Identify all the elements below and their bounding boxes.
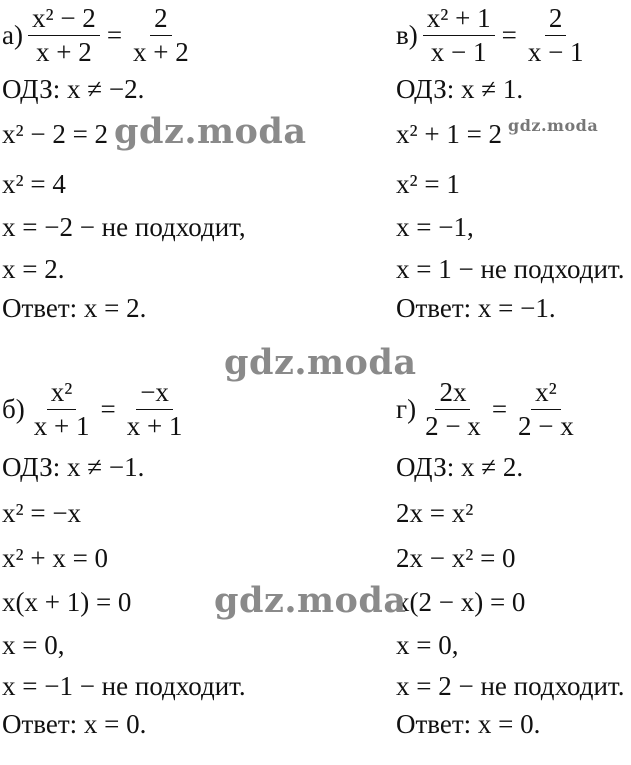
solution-line: x² = −x <box>2 498 82 528</box>
equals-sign: = <box>501 19 517 50</box>
numerator: x² − 2 <box>28 4 100 36</box>
solution-line: x = −1 − не подходит. <box>2 671 246 701</box>
solution-line: x² = 4 <box>2 169 66 199</box>
problem-v <box>396 0 631 330</box>
numerator: 2 <box>150 4 172 36</box>
watermark: gdz.moda <box>114 111 307 152</box>
numerator: x² <box>531 378 561 410</box>
fraction-left <box>28 4 100 67</box>
fraction-right <box>123 378 187 441</box>
solution-line: 2x = x² <box>396 498 474 528</box>
watermark: gdz.moda <box>214 580 407 621</box>
equals-sign: = <box>491 393 508 424</box>
solution-line: Ответ: x = 0. <box>2 709 147 739</box>
problem-label: г) <box>396 393 417 424</box>
equation-a <box>2 4 196 67</box>
equals-sign: = <box>100 393 116 424</box>
solution-line: Ответ: x = −1. <box>396 293 556 323</box>
numerator: 2 <box>545 4 567 36</box>
equation-v <box>396 4 591 67</box>
solution-line: ОДЗ: x ≠ −2. <box>2 74 145 104</box>
solution-line: x² = 1 <box>396 169 460 199</box>
solution-line: x = −1, <box>396 212 474 242</box>
equals-sign: = <box>106 19 123 50</box>
solution-line: x² + x = 0 <box>2 543 109 573</box>
solution-line: x = 2. <box>2 254 65 284</box>
solution-line: ОДЗ: x ≠ −1. <box>2 452 145 482</box>
solution-line: x = 2 − не подходит. <box>396 671 625 701</box>
denominator: x − 1 <box>527 37 584 68</box>
fraction-left <box>423 4 495 67</box>
fraction-left <box>421 378 485 441</box>
solution-line: x² − 2 = 2 <box>2 119 109 149</box>
numerator: −x <box>136 378 173 410</box>
problem-g <box>396 378 631 763</box>
denominator: 2 − x <box>425 411 481 442</box>
watermark: gdz.moda <box>508 116 599 135</box>
problem-a <box>2 0 302 330</box>
equation-b <box>2 378 189 441</box>
problem-label: б) <box>2 393 25 424</box>
solution-line: ОДЗ: x ≠ 2. <box>396 452 524 482</box>
denominator: x + 1 <box>126 411 183 442</box>
fraction-right <box>524 4 588 67</box>
equation-g <box>396 378 581 441</box>
denominator: 2 − x <box>518 411 574 442</box>
denominator: x + 2 <box>133 37 189 68</box>
solution-line: x = 0, <box>396 630 459 660</box>
watermark: gdz.moda <box>224 342 417 383</box>
solution-line: Ответ: x = 0. <box>396 709 541 739</box>
fraction-left <box>30 378 94 441</box>
solution-line: x = 1 − не подходит. <box>396 254 625 284</box>
solution-line: x² + 1 = 2 <box>396 119 503 149</box>
problem-label: а) <box>2 19 23 50</box>
denominator: x + 1 <box>33 411 90 442</box>
solution-line: Ответ: x = 2. <box>2 293 147 323</box>
denominator: x − 1 <box>430 37 487 68</box>
numerator: x² <box>47 378 77 410</box>
solution-line: x(2 − x) = 0 <box>396 587 526 617</box>
solution-line: x = 0, <box>2 630 65 660</box>
fraction-right <box>129 4 193 67</box>
solution-line: x(x + 1) = 0 <box>2 587 132 617</box>
fraction-right <box>514 378 578 441</box>
problem-label: в) <box>396 19 418 50</box>
numerator: x² + 1 <box>423 4 495 36</box>
solution-line: 2x − x² = 0 <box>396 543 516 573</box>
solution-line: x = −2 − не подходит, <box>2 212 246 242</box>
numerator: 2x <box>435 378 470 410</box>
denominator: x + 2 <box>36 37 92 68</box>
solution-line: ОДЗ: x ≠ 1. <box>396 74 524 104</box>
problem-b <box>2 378 302 763</box>
